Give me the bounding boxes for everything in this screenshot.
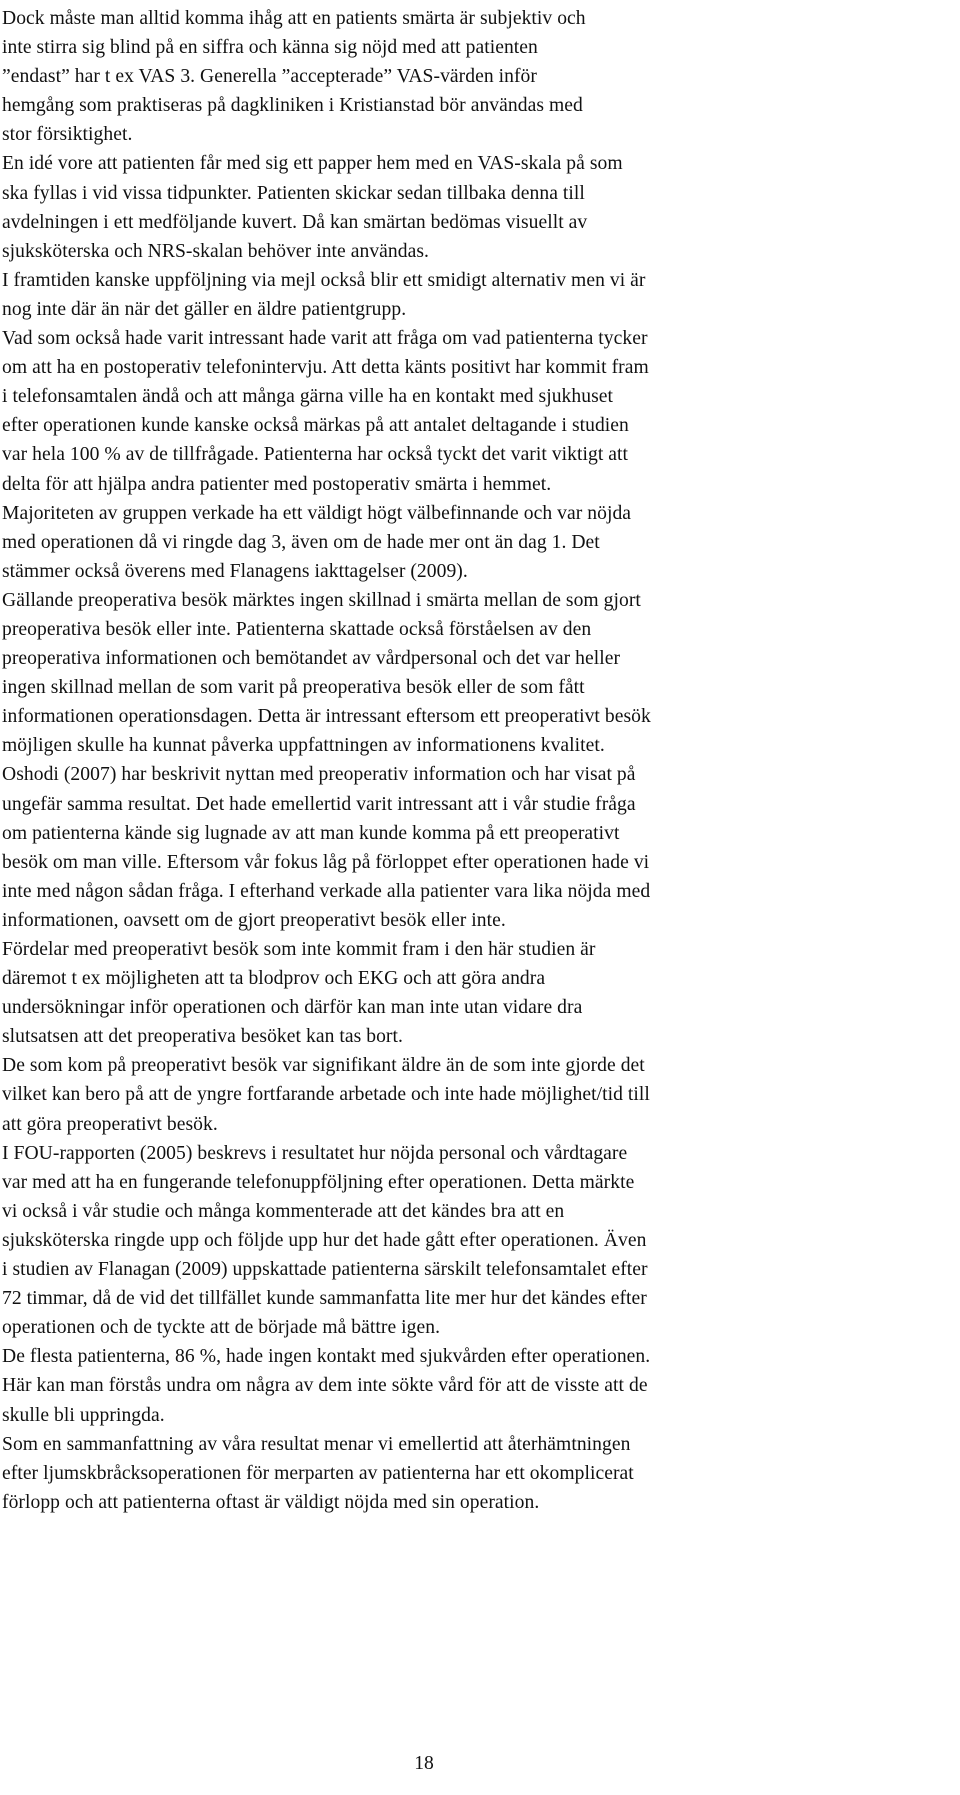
text-line: vi också i vår studie och många kommenterade att det kändes bra att en [2,1200,565,1222]
text-line: De flesta patienterna, 86 %, hade ingen kontakt med sjukvården efter operationen. [2,1346,651,1368]
text-line: besök om man ville. Eftersom vår fokus låg på förloppet efter operationen hade vi [2,851,650,873]
text-line: De som kom på preoperativt besök var signifikant äldre än de som inte gjorde det [2,1055,645,1077]
text-line: inte med någon sådan fråga. I efterhand verkade alla patienter vara lika nöjda med [2,880,651,902]
text-line: Oshodi (2007) har beskrivit nyttan med preoperativ information och har visat på [2,764,636,786]
text-line: var hela 100 % av de tillfrågade. Patienterna har också tyckt det varit viktigt att [2,444,629,466]
text-line: Vad som också hade varit intressant hade varit att fråga om vad patienterna tycker [2,328,648,350]
text-line: med operationen då vi ringde dag 3, även om de hade mer ont än dag 1. Det [2,531,600,553]
text-line: efter ljumskbråcksoperationen för merparten av patienterna har ett okomplicerat [2,1462,634,1484]
text-line: preoperativa besök eller inte. Patienterna skattade också förståelsen av den [2,618,592,640]
text-line: 72 timmar, då de vid det tillfället kunde sammanfatta lite mer hur det kändes efter [2,1288,647,1310]
text-line: skulle bli uppringda. [2,1404,165,1426]
text-line: förlopp och att patienterna oftast är väldigt nöjda med sin operation. [2,1491,540,1513]
text-line: undersökningar inför operationen och därför kan man inte utan vidare dra [2,997,583,1019]
text-line: om att ha en postoperativ telefonintervju. Att detta känts positivt har kommit fram [2,357,649,379]
text-line: I FOU-rapporten (2005) beskrevs i resultatet hur nöjda personal och vårdtagare [2,1142,628,1164]
body-text [2,4,942,1517]
text-line: I framtiden kanske uppföljning via mejl också blir ett smidigt alternativ men vi är [2,269,646,291]
text-line: att göra preoperativt besök. [2,1113,218,1135]
text-line: avdelningen i ett medföljande kuvert. Då kan smärtan bedömas visuellt av [2,211,588,233]
text-line: möjligen skulle ha kunnat påverka uppfattningen av informationens kvalitet. [2,735,605,757]
text-line: Dock måste man alltid komma ihåg att en patients smärta är subjektiv och [2,8,586,29]
text-line: ”endast” har t ex VAS 3. Generella ”accepterade” VAS-värden inför [2,66,537,88]
text-line: Som en sammanfattning av våra resultat menar vi emellertid att återhämtningen [2,1433,631,1455]
text-line: Här kan man förstås undra om några av dem inte sökte vård för att de visste att de [2,1375,648,1397]
text-line: stor försiktighet. [2,124,133,146]
text-line: delta för att hjälpa andra patienter med postoperativ smärta i hemmet. [2,473,552,495]
text-line: En idé vore att patienten får med sig ett papper hem med en VAS-skala på som [2,153,623,175]
text-line: efter operationen kunde kanske också märkas på att antalet deltagande i studien [2,415,629,437]
text-line: var med att ha en fungerande telefonuppföljning efter operationen. Detta märkte [2,1171,635,1193]
text-line: ingen skillnad mellan de som varit på preoperativa besök eller de som fått [2,677,585,699]
text-line: i telefonsamtalen ändå och att många gärna ville ha en kontakt med sjukhuset [2,386,614,408]
text-line: stämmer också överens med Flanagens iakttagelser (2009). [2,560,468,582]
text-line: hemgång som praktiseras på dagkliniken i Kristianstad bör användas med [2,95,583,117]
text-line: Majoriteten av gruppen verkade ha ett väldigt högt välbefinnande och var nöjda [2,502,632,524]
text-line: däremot t ex möjligheten att ta blodprov och EKG och att göra andra [2,968,546,990]
text-line: preoperativa informationen och bemötandet av vårdpersonal och det var heller [2,648,621,670]
text-line: inte stirra sig blind på en siffra och känna sig nöjd med att patienten [2,37,538,59]
text-line: Gällande preoperativa besök märktes ingen skillnad i smärta mellan de som gjort [2,589,641,611]
text-line: Fördelar med preoperativt besök som inte kommit fram i den här studien är [2,939,596,960]
text-line: vilket kan bero på att de yngre fortfarande arbetade och inte hade möjlighet/tid till [2,1084,650,1106]
text-line: sjuksköterska och NRS-skalan behöver inte användas. [2,240,429,262]
text-line: operationen och de tyckte att de började må bättre igen. [2,1317,441,1339]
text-line: informationen, oavsett om de gjort preoperativt besök eller inte. [2,909,506,931]
text-line: sjuksköterska ringde upp och följde upp hur det hade gått efter operationen. Även [2,1229,647,1251]
text-line: informationen operationsdagen. Detta är intressant eftersom ett preoperativt besök [2,706,651,728]
text-line: nog inte där än när det gäller en äldre patientgrupp. [2,298,407,320]
text-line: slutsatsen att det preoperativa besöket kan tas bort. [2,1026,403,1048]
text-line: i studien av Flanagan (2009) uppskattade patienterna särskilt telefonsamtalet efter [2,1259,648,1281]
text-line: ungefär samma resultat. Det hade emellertid varit intressant att i vår studie fråga [2,793,636,815]
text-line: ska fyllas i vid vissa tidpunkter. Patienten skickar sedan tillbaka denna till [2,182,585,204]
text-line: om patienterna kände sig lugnade av att man kunde komma på ett preoperativt [2,822,620,844]
page-number: 18 [414,1753,434,1774]
